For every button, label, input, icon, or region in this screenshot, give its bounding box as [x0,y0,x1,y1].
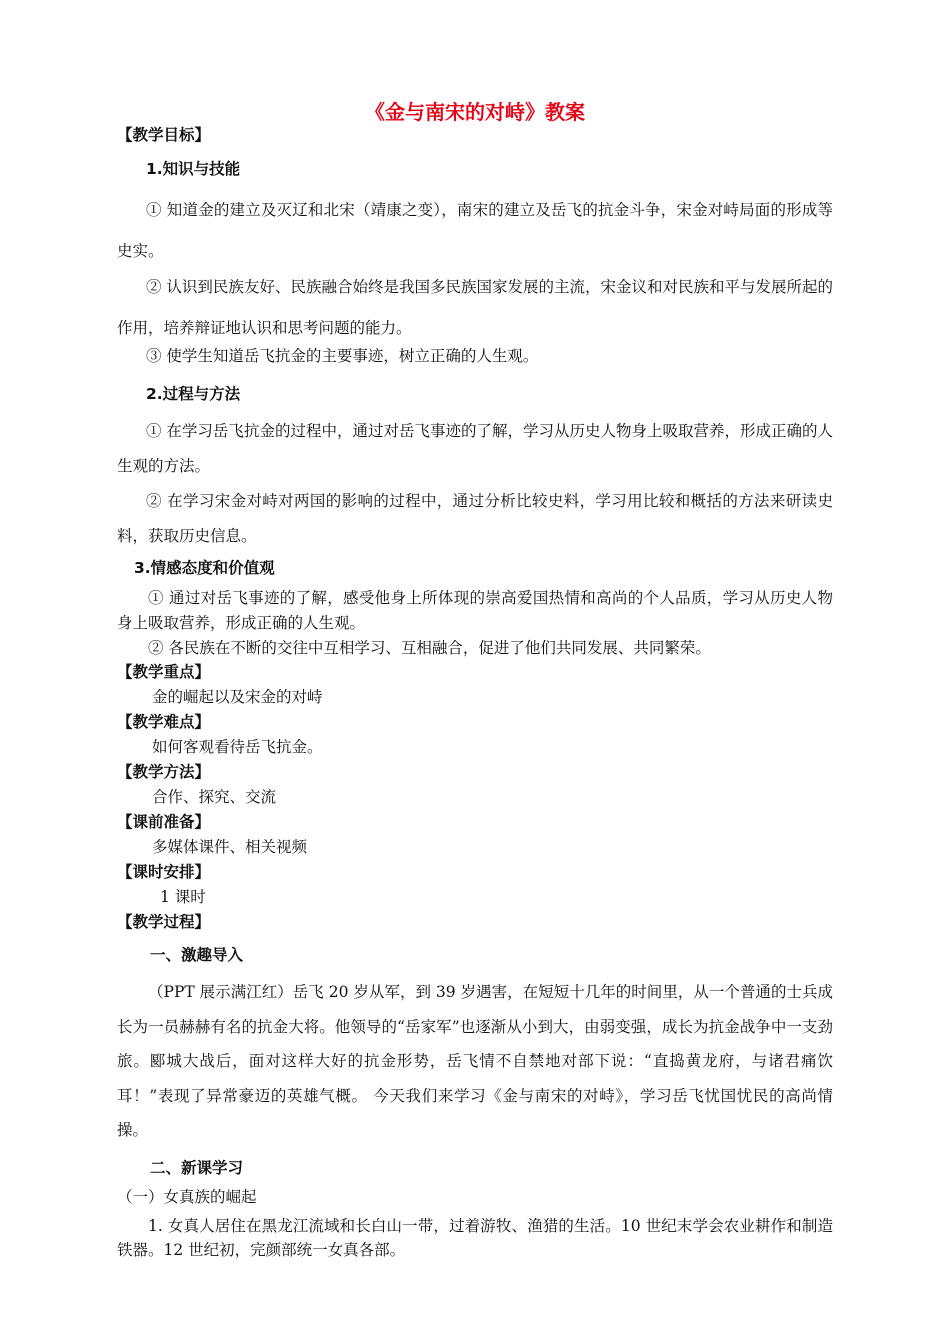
process-heading: 【教学过程】 [117,913,211,931]
document-title: 《金与南宋的对峙》教案 [365,100,585,124]
preparation-heading: 【课前准备】 [117,813,211,831]
knowledge-skills-item-2: ② 认识到民族友好、民族融合始终是我国多民族国家发展的主流，宋金议和对民族和平与发展所起的作用，培养辩证地认识和思考问题的能力。 [117,278,833,337]
knowledge-skills-item-1: ① 知道金的建立及灭辽和北宋（靖康之变），南宋的建立及岳飞的抗金斗争，宋金对峙局面的形成等史实。 [117,201,833,260]
difficulties-heading: 【教学难点】 [117,713,211,731]
process-methods-item-2: ② 在学习宋金对峙对两国的影响的过程中，通过分析比较史料，学习用比较和概括的方法来研读史料，获取历史信息。 [117,492,833,545]
preparation-text: 多媒体课件、相关视频 [152,838,308,856]
attitude-values-item-1: ① 通过对岳飞事迹的了解，感受他身上所体现的崇高爱国热情和高尚的个人品质，学习从历史人物身上吸取营养，形成正确的人生观。 [117,589,833,632]
schedule-heading: 【课时安排】 [117,863,211,881]
methods-heading: 【教学方法】 [117,763,211,781]
key-points-heading: 【教学重点】 [117,663,211,681]
knowledge-skills-item-3: ③ 使学生知道岳飞抗金的主要事迹，树立正确的人生观。 [146,347,539,365]
attitude-values-title: 3.情感态度和价值观 [134,559,275,577]
objectives-heading: 【教学目标】 [117,126,211,144]
subsection-1-paragraph-1: 1. 女真人居住在黑龙江流域和长白山一带，过着游牧、渔猎的生活。10 世纪末学会农业耕作和制造铁器。12 世纪初，完颜部统一女真各部。 [117,1217,833,1259]
section-new-lesson-title: 二、新课学习 [150,1159,244,1177]
section-intro-text: （PPT 展示满江红）岳飞 20 岁从军，到 39 岁遇害，在短短十几年的时间里，从一个普通的士兵成长为一员赫赫有名的抗金大将。他领导的“岳家军”也逐渐从小到大，由弱变强，成长为抗金战争中一支劲旅。郾城大战后，面对这样大好的抗金形势，岳飞情不自禁地对部下说：“直捣黄龙府，与诸君痛饮耳！”表现了异常豪迈的英雄气概。 今天我们来学习《金与南宋的对峙》，学习岳飞忧国忧民的高尚情操。 [117,983,833,1139]
difficulties-text: 如何客观看待岳飞抗金。 [152,738,323,756]
schedule-text: 1 课时 [160,888,206,906]
process-methods-item-1: ① 在学习岳飞抗金的过程中，通过对岳飞事迹的了解，学习从历史人物身上吸取营养，形成正确的人生观的方法。 [117,422,833,475]
methods-text: 合作、探究、交流 [152,788,277,806]
attitude-values-item-2: ② 各民族在不断的交往中互相学习、互相融合，促进了他们共同发展、共同繁荣。 [148,639,711,657]
key-points-text: 金的崛起以及宋金的对峙 [152,688,323,706]
subsection-1-title: （一）女真族的崛起 [117,1188,257,1206]
section-intro-title: 一、激趣导入 [150,946,244,964]
process-methods-title: 2.过程与方法 [146,385,241,403]
knowledge-skills-title: 1.知识与技能 [146,160,241,178]
